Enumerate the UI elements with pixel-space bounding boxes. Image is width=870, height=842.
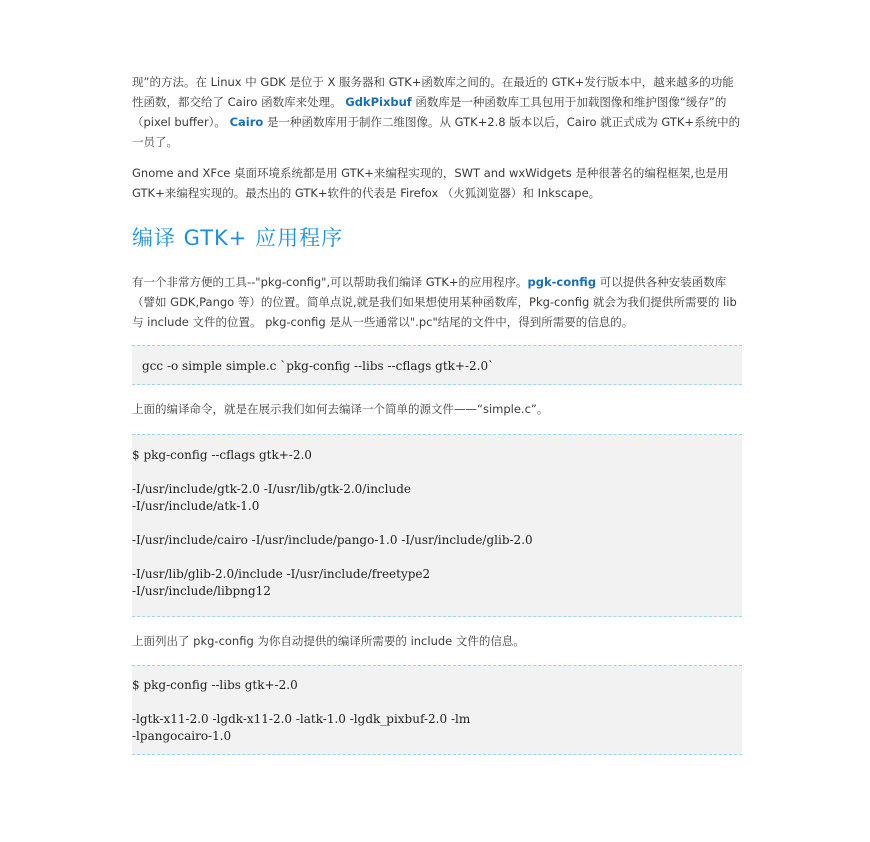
code-line: $ pkg-config --libs gtk+-2.0 (132, 678, 298, 692)
paragraph-desktop-environments: Gnome and XFce 桌面环境系统都是用 GTK+来编程实现的，SWT and wxWidgets 是种很著名的编程框架,也是用 GTK+来编程实现的。最杰出的 GTK+软件的代表是 Firefox （火狐浏览器）和 Inkscape。 (132, 166, 729, 200)
code-line: -I/usr/lib/glib-2.0/include -I/usr/include/freetype2 (132, 567, 431, 581)
document-page (132, 72, 742, 755)
caption-compile: 上面的编译命令，就是在展示我们如何去编译一个简单的源文件——“simple.c”。 (132, 402, 549, 416)
keyword-gdkpixbuf: GdkPixbuf (345, 95, 412, 109)
keyword-pkg-config: pgk-config (527, 275, 597, 289)
code-line: -lpangocairo-1.0 (132, 729, 232, 743)
code-line: -lgtk-x11-2.0 -lgdk-x11-2.0 -latk-1.0 -lgdk_pixbuf-2.0 -lm (132, 712, 471, 726)
para3-text-b: 可以提供各种安装函数库（譬如 GDK,Pango 等）的位置。简单点说,就是我们如果想使用某种函数库，Pkg-config 就会为我们提供所需要的 lib 与 include 文件的位置。 pkg-config 是从一些通常以".pc"结尾的文件中，得到所需要的信息的。 (132, 275, 737, 329)
para1-text-b: 函数库是一种函数库工具包用于加载图像和维护图像“缓存”的（pixel buffer）。 (132, 95, 727, 129)
para1-text-c: 是一种函数库用于制作二维图像。从 GTK+2.8 版本以后，Cairo 就正式成为 GTK+系统中的一员了。 (132, 115, 741, 149)
paragraph-pkg-config (132, 272, 742, 332)
code-line: -I/usr/include/libpng12 (132, 584, 271, 598)
code-block-compile: gcc -o simple simple.c `pkg-config --libs --cflags gtk+-2.0` (132, 345, 742, 385)
para1-text-a: 现”的方法。在 Linux 中 GDK 是位于 X 服务器和 GTK+函数库之间的。在最近的 GTK+发行版本中，越来越多的功能性函数，都交给了 Cairo 函数库来处理。 (132, 75, 734, 109)
section-heading: 编译 GTK+ 应用程序 (132, 226, 344, 250)
keyword-cairo: Cairo (229, 115, 264, 129)
paragraph-gdk-cairo (132, 72, 742, 152)
code-block-libs (132, 665, 742, 755)
code-block-cflags (132, 434, 742, 617)
code-line: -I/usr/include/cairo -I/usr/include/pango-1.0 -I/usr/include/glib-2.0 (132, 533, 533, 547)
caption-cflags: 上面列出了 pkg-config 为你自动提供的编译所需要的 include 文件的信息。 (132, 634, 525, 648)
code-line: -I/usr/include/gtk-2.0 -I/usr/lib/gtk-2.0/include (132, 482, 411, 496)
code-line: $ pkg-config --cflags gtk+-2.0 (132, 448, 312, 462)
code-line: -I/usr/include/atk-1.0 (132, 499, 260, 513)
para3-text-a: 有一个非常方便的工具--"pkg-config",可以帮助我们编译 GTK+的应用程序。 (132, 275, 528, 289)
